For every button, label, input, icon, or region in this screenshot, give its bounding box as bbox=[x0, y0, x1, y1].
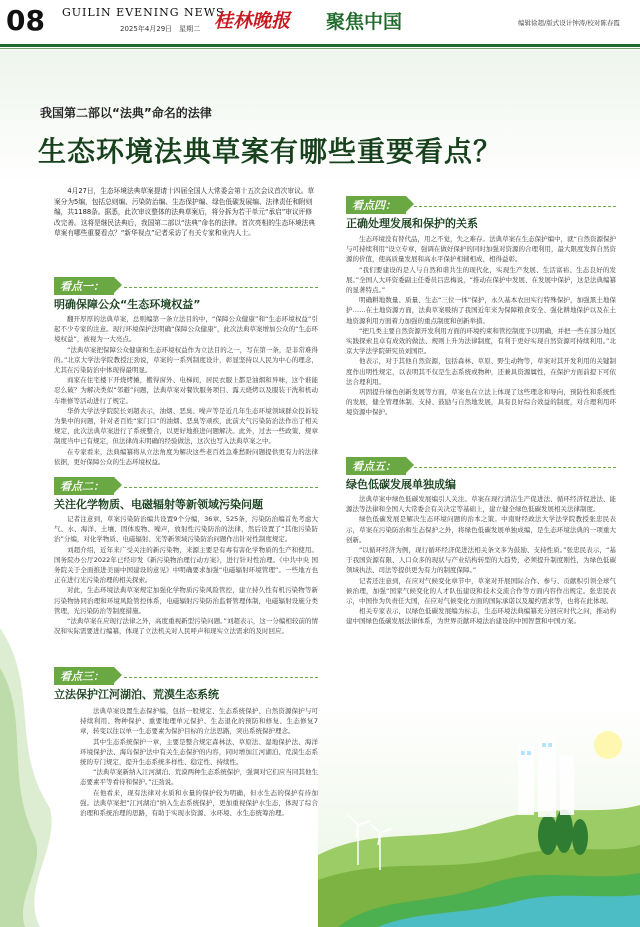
paragraph: 在他看来，现有法律对水质和水量的保护较为明确，但水生态的保护有待加强。法典草案把“江河湖泊”纳入生态系统保护，更加重视保护水生态，体现了综合治理和系统治理的思路，有助于实现水资源、水环境、水生态统筹治理。 bbox=[80, 788, 318, 818]
paragraph: 在专家看来，法典编纂将从立法角度为解决这些老百姓急难愁盼问题提供更有力的法律依据，更好保障公众的生态环境权益。 bbox=[54, 447, 318, 466]
title-background bbox=[0, 50, 640, 200]
section-tag-2: 看点二： bbox=[54, 477, 114, 495]
paragraph: “把几类主要自然资源开发利用方面的环境约束和管控制度予以明确，并把一些在部分地区实践探索且卓有成效的做法、规则上升为法律制度，有利于更好实现自然资源可持续利用。”北京大学法学院研究员刘国臣。 bbox=[346, 326, 616, 356]
section-divider-4 bbox=[414, 206, 616, 208]
english-title: GUILIN EVENING NEWS bbox=[62, 6, 225, 19]
eco-landscape-illustration bbox=[318, 705, 640, 927]
page-number: 08 bbox=[6, 4, 45, 37]
paragraph: 相关专家表示，以绿色低碳发展编为标志，生态环境法典编纂充分回应时代之问，推动构建中国绿色低碳发展法律体系，为世界贡献环境法治建设的中国智慧和中国方案。 bbox=[346, 607, 616, 626]
issue-date: 2025年4月29日 星期二 bbox=[120, 25, 201, 33]
section-divider-3 bbox=[124, 677, 318, 679]
paragraph: 他表示，对于其他自然资源，包括森林、草原、野生动物等，草案对其开发利用的关键制度作出明性规定，以表明其不仅是生态系统或物种，还兼具资源属性，在保护方面前提下可依法合理利用。 bbox=[346, 357, 616, 386]
section-tag-5: 看点五： bbox=[346, 457, 406, 475]
paragraph: 记者还注意到，在应对气候变化章节中，草案对开展国际合作、参与、贡献积引领全球气候治理，加强“国家气候变化的人才队伍建设和技术交流合作等方面内容作出规定。张忠民表示，中国作为负责任大国，在应对气候变化方面的国际承诺以及履约需求等，也将在此体现。 bbox=[346, 576, 616, 606]
paragraph: 刘超介绍，近年来广受关注的新污染物，来源主要是有毒有害化学物质的生产和使用。国务院办公厅2022年已经印发《新污染物治理行动方案》，进行针对性治理。《中共中央 国务院关于全面推进美丽中国建设的意见》中明确要求加强“电磁辐射环境管理”。一些地方也正在进行光污染治理的相关探索。 bbox=[54, 545, 318, 585]
section-tag-1: 看点一： bbox=[54, 277, 114, 295]
section-divider-5 bbox=[414, 467, 616, 469]
section-divider-1 bbox=[124, 287, 318, 289]
editor-credits: 编辑徐超/版式设计钟涛/校对陈春霞 bbox=[518, 19, 620, 27]
paragraph: 记者注意到，草案污染防治编共设置9个分编，36章、525条，污染防治编首先考虑大气、水、海洋、土壤、固体废物、噪声，放射性污染防治的法律，然后设置了“其他污染防治”分编，对化学物质、电磁辐射、光等新领域污染防治问题作出针对性制度规定。 bbox=[54, 515, 318, 544]
paragraph: 华侨大学法学院院长刘超表示，油烟、恶臭、噪声等是近几年生态环境领域群众投诉较为集中的问题，针对老百姓“家门口”的油烟、恶臭等顽疾，此前大气污染防治法作出了相关规定，此次法典草案进行了系统整合，以更好地推进问题解决。此外，过去一些政策、规章制度当中已有规定，但法律尚未明确的经验做法，这次也写入法典草案之中。 bbox=[54, 406, 318, 446]
paragraph: 商家在住宅楼下开烧烤摊，搬得窗外、电梯间，居民衣服上都是油烟和异味，这个谁能忍么破？为解决类似“邻避”问题，法典草案对餐饮服务项目、露天烧烤以及服装干洗和机动车维修等活动进行了规定。 bbox=[54, 376, 318, 405]
paragraph: “我们要建设的是人与自然和谐共生的现代化，实现生产发展、生活富裕、生态良好的发展。”全国人大环资委副主任委员吕忠梅说，“推动在保护中发展、在发展中保护，这是法典编纂的显著特点。” bbox=[346, 265, 616, 295]
article-title: 生态环境法典草案有哪些重要看点？ bbox=[38, 135, 503, 168]
article-lead: 4月27日，生态环境法典草案提请十四届全国人大常委会第十五次会议首次审议。草案分为5编，包括总则编、污染防治编、生态保护编、绿色低碳发展编、法律责任和附则编，共1188条。据悉，此次审议整体的法典草案后，将分拆为若干单元“承启”审议评修改完善。这将是继民法典后，我国第二部以“法典”命名的法律。首次亮相的生态环境法典草案有哪些重要看点？“新华视点”记者采访了有关专家和业内人士。 bbox=[54, 187, 316, 238]
paragraph: 其中生态系统保护一章，主要是整合规定森林法、草原法、湿地保护法、海洋环境保护法、海岛保护法中有关生态保护的内容，同时增加江河湖泊、荒漠生态系统的专门规定，提升生态系统多样性、稳定性、持续性。 bbox=[80, 737, 318, 767]
newspaper-logo: 桂林晚报 bbox=[214, 10, 291, 32]
section-body-5 bbox=[346, 494, 616, 627]
paragraph: 对此，生态环境法典草案规定加强化学物质污染风险管控，建立持久性有机污染物等新污染物协同治理和环境风险管控体系，电磁辐射污染防治监督管理体制，电磁辐射设施分类管理，光污染防治等制度措施。 bbox=[54, 586, 318, 615]
paragraph: “法典草案新纳入江河湖泊、荒漠两种生态系统保护，强调对它们应当同其他生态要素平等看待和保护。”汪劲说。 bbox=[80, 768, 318, 787]
section-title-1: 明确保障公众“生态环境权益” bbox=[54, 298, 201, 311]
paragraph: 明确耕地数量、质量、生态“三位一体”保护，永久基本农田实行特殊保护，加强黑土地保护……在土地资源方面，法典草案吸纳了我国近年来为保障粮食安全、强化耕地保护以及在土地资源利用方面着力加强的重点制度和创新举措。 bbox=[346, 296, 616, 325]
section-body-4 bbox=[346, 234, 616, 418]
paragraph: 翻开厚厚的法典草案，总则编第一条立法目的中，“保障公众健康”和“生态环境权益”引起不少专家的注意。现行环境保护法明确“保障公众健康”，此次法典草案增加公众的“生态环境权益”，被视为一大亮点。 bbox=[54, 315, 318, 344]
paragraph: “以循环经济为例，现行循环经济促进法相关条文多为鼓励、支持性质。”张忠民表示，“基于我国资源有限、人口众多的现状与产业结构转型的大趋势，必须提升制度刚性，为绿色低碳领域执法、司法等提供更为有力的制度保障。” bbox=[346, 546, 616, 575]
article-kicker: 我国第二部以“法典”命名的法律 bbox=[40, 106, 212, 120]
section-tag-3: 看点三： bbox=[54, 667, 114, 685]
paragraph: 生态环境没有替代品，用之不觉，失之难存。法典草案在生态保护编中，就“自然资源保护与可持续利用”设立专章，强调在做好保护的同时加强对资源的合理利用，最大限度发挥自然资源的价值，使高质量发展和高水平保护相辅相成、相得益彰。 bbox=[346, 235, 616, 264]
paragraph: 法典草案中绿色低碳发展编引人关注。草案在现行清洁生产促进法、循环经济促进法、能源法等法律和全国人大常委会有关决定等基础上，建立健全绿色低碳发展相关法律制度。 bbox=[346, 495, 616, 514]
masthead bbox=[0, 0, 640, 44]
section-divider-2 bbox=[124, 487, 318, 489]
paragraph: 绿色低碳发展是解决生态环境问题的治本之策。中南财经政法大学法学院教授张忠民表示，草案在污染防治和生态保护之外，将绿色低碳发展单独成编，是生态环境法典的一项重大创新。 bbox=[346, 515, 616, 544]
section-tag-4: 看点四： bbox=[346, 196, 406, 214]
header-rule-thin bbox=[0, 48, 640, 49]
section-body-3 bbox=[80, 706, 318, 818]
paragraph: 巩固提升绿色创新发展等方面，草案也在立法上体现了这些理念和导向，预防性和系统性的发展，健全管理体制，支持、鼓励与自然地发展，具有良好综合效益的制度，对合理利用环境资源中保护。 bbox=[346, 388, 616, 417]
section-title-5: 绿色低碳发展单独成编 bbox=[346, 478, 456, 491]
section-name: 聚焦中国 bbox=[326, 11, 403, 33]
section-title-4: 正确处理发展和保护的关系 bbox=[346, 217, 478, 230]
section-title-2: 关注化学物质、电磁辐射等新领域污染问题 bbox=[54, 498, 263, 511]
section-body-1 bbox=[54, 314, 318, 467]
paragraph: “法典草案把保障公众健康和生态环境权益作为立法目的之一，写在第一条，是非常难得的。”北京大学法学院教授汪劲说，草案的一系列制度设计，彰显坚持以人民为中心的理念，尤其在污染防治中体现得最明显。 bbox=[54, 345, 318, 375]
section-title-3: 立法保护江河湖泊、荒漠生态系统 bbox=[54, 688, 219, 701]
paragraph: 法典草案设置生态保护编，包括一般规定、生态系统保护、自然资源保护与可持续利用、物种保护、重要地理单元保护、生态退化的预防和修复、生态修复7章，转变以往以单一生态要素为保护目标的立法思路，突出系统保护理念。 bbox=[80, 707, 318, 736]
decorative-ribbon bbox=[0, 628, 60, 927]
paragraph: “法典草案在应现行法律之外，高度重视新型污染问题。”刘超表示，这一分编相较前的情况和实际需要进行编纂，体现了立法机关对人民呼声和现实立法需求的及时回应。 bbox=[54, 617, 318, 636]
header-rule bbox=[0, 44, 640, 47]
section-body-2 bbox=[54, 514, 318, 636]
